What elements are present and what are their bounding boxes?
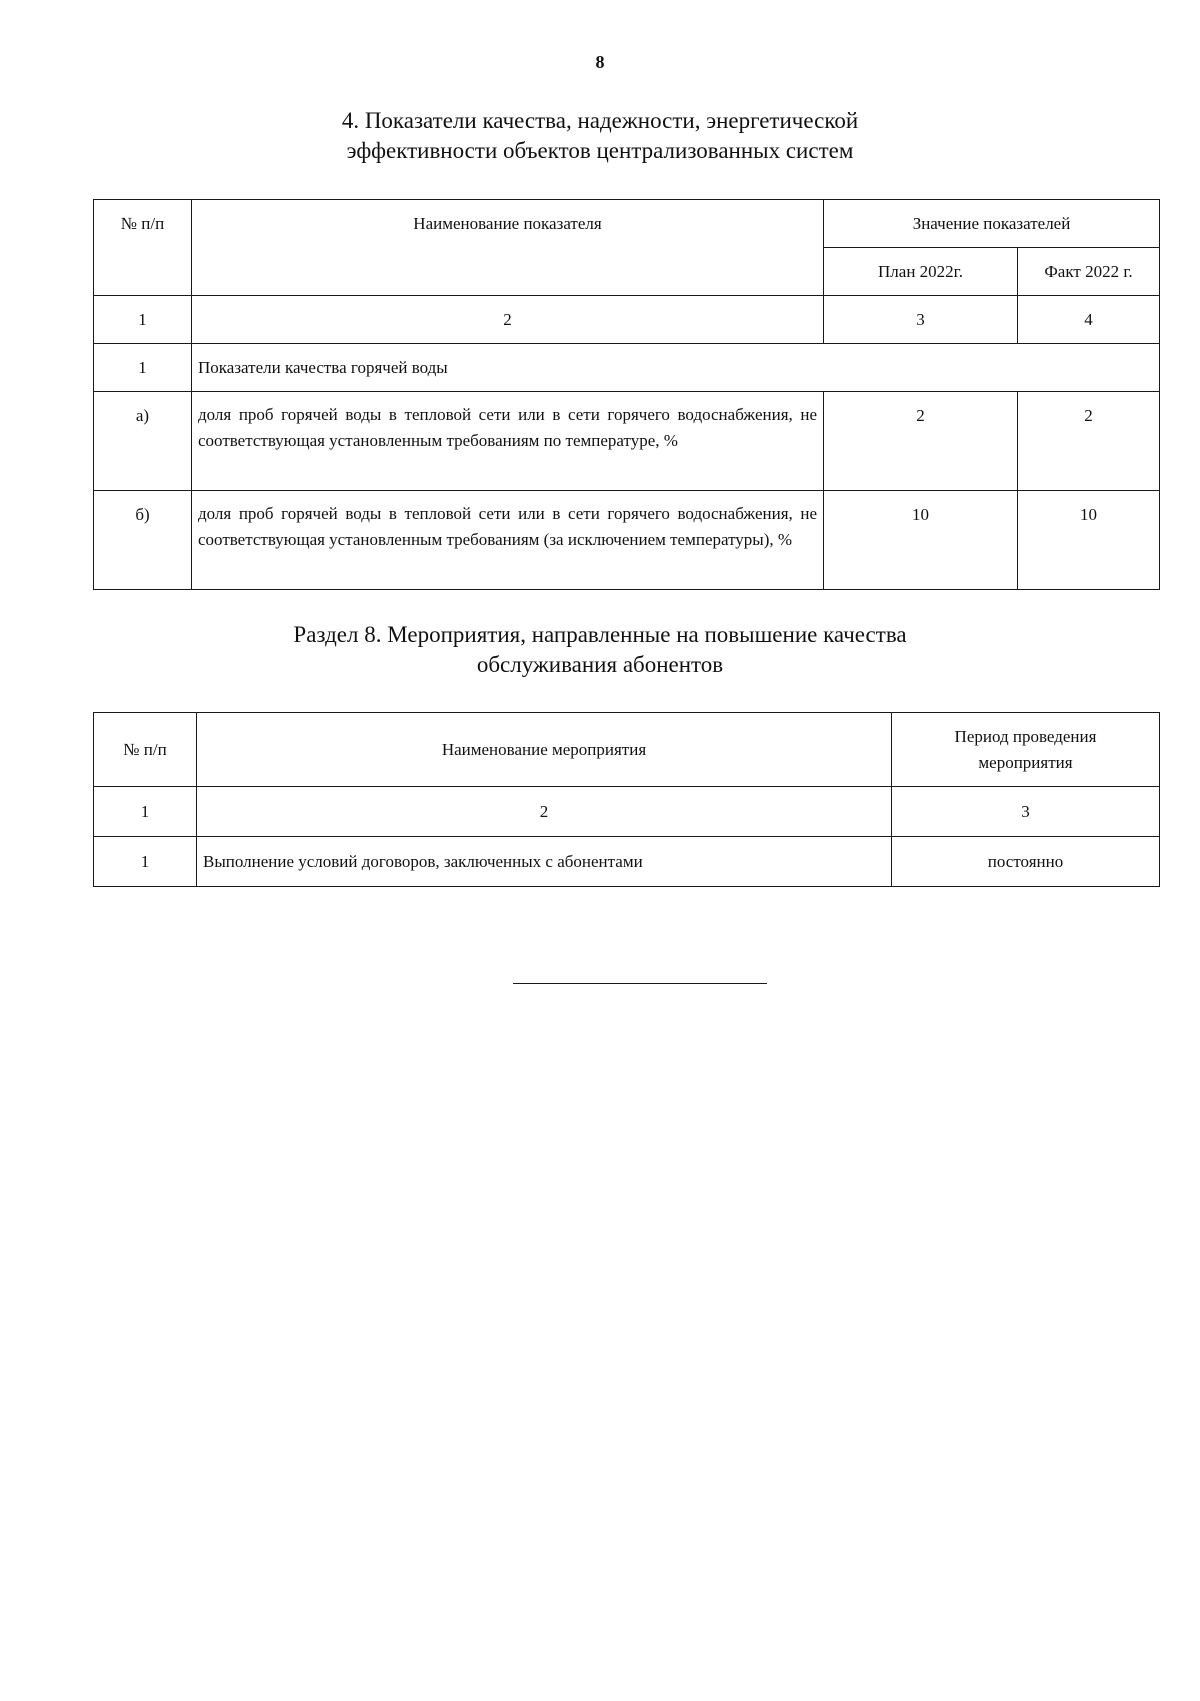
- row-num: а): [94, 392, 192, 491]
- column-number-1: 1: [94, 296, 192, 344]
- closing-divider-line: [513, 983, 767, 984]
- header-period-line2: мероприятия: [978, 752, 1073, 772]
- table-row: [94, 491, 1160, 590]
- row-num: б): [94, 491, 192, 590]
- header-period: [892, 713, 1160, 787]
- row-plan-value: 10: [824, 491, 1018, 590]
- quality-indicators-table: [93, 199, 1160, 590]
- section8-title-line1: Раздел 8. Мероприятия, направленные на повышение качества: [293, 622, 907, 647]
- column-number-4: 4: [1018, 296, 1160, 344]
- row-period: постоянно: [892, 837, 1160, 887]
- section8-title-line2: обслуживания абонентов: [476, 652, 724, 677]
- table-row: [94, 837, 1160, 887]
- group-name: Показатели качества горячей воды: [192, 344, 1160, 392]
- group-row: [94, 344, 1160, 392]
- header-num: № п/п: [94, 713, 197, 787]
- row-indicator-name: доля проб горячей воды в тепловой сети или в сети горячего водоснабжения, не соответствующая установленным требованиям по температуре, %: [192, 392, 824, 491]
- section4-title: [0, 106, 1200, 166]
- row-fact-value: 2: [1018, 392, 1160, 491]
- header-fact: Факт 2022 г.: [1018, 248, 1160, 296]
- row-fact-value: 10: [1018, 491, 1160, 590]
- activities-table: [93, 712, 1160, 887]
- column-number-2: 2: [192, 296, 824, 344]
- group-num: 1: [94, 344, 192, 392]
- header-num: № п/п: [94, 200, 192, 296]
- header-values: Значение показателей: [824, 200, 1160, 248]
- column-number-2: 2: [197, 787, 892, 837]
- column-number-3: 3: [892, 787, 1160, 837]
- row-activity-name: Выполнение условий договоров, заключенных с абонентами: [197, 837, 892, 887]
- row-num: 1: [94, 837, 197, 887]
- table-row: [94, 392, 1160, 491]
- page-number: 8: [595, 52, 605, 72]
- row-plan-value: 2: [824, 392, 1018, 491]
- header-indicator-name: Наименование показателя: [192, 200, 824, 296]
- column-number-3: 3: [824, 296, 1018, 344]
- header-activity-name: Наименование мероприятия: [197, 713, 892, 787]
- header-plan: План 2022г.: [824, 248, 1018, 296]
- row-indicator-name: доля проб горячей воды в тепловой сети или в сети горячего водоснабжения, не соответствующая установленным требованиям (за исключением температуры), %: [192, 491, 824, 590]
- section4-title-line1: 4. Показатели качества, надежности, энергетической: [341, 108, 859, 133]
- section4-title-line2: эффективности объектов централизованных систем: [346, 138, 854, 163]
- header-period-line1: Период проведения: [954, 726, 1097, 746]
- column-number-1: 1: [94, 787, 197, 837]
- section8-title: [0, 620, 1200, 680]
